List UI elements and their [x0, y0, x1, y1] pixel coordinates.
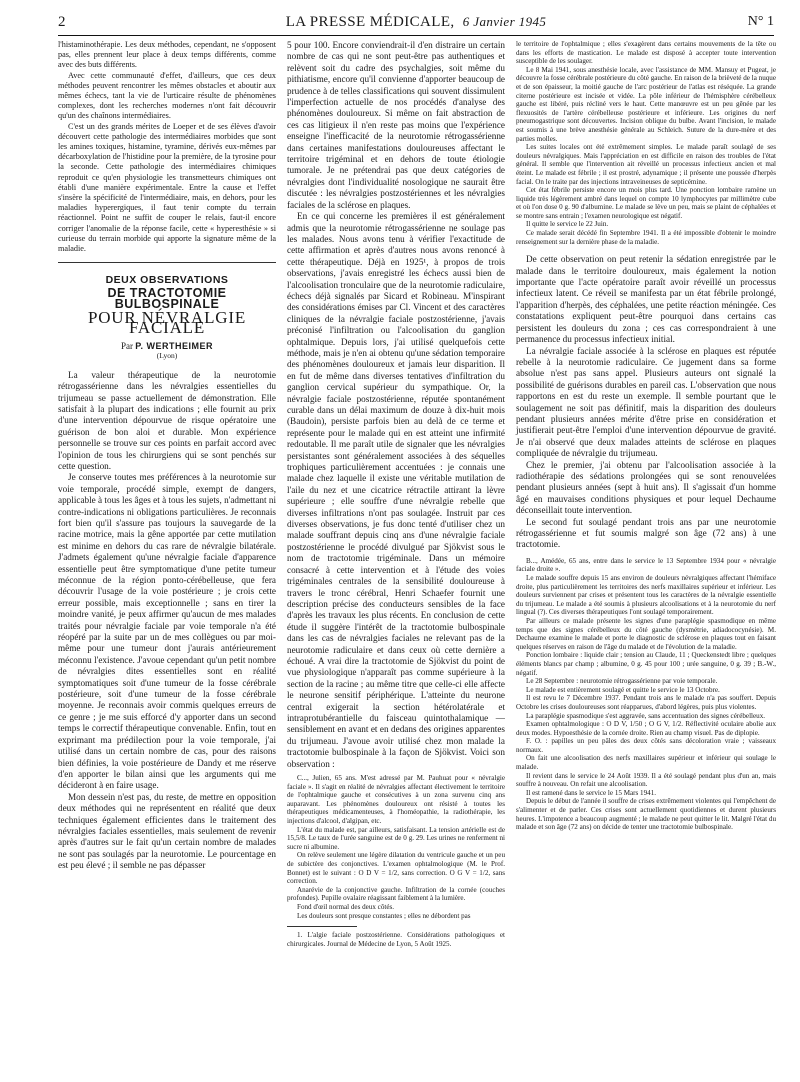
paragraph: C'est un des grands mérites de Loeper et de ses élèves d'avoir découvert cette pathologie des intermédiaires morbides que sont les amines toxiques, histamine, tyramine, dérivés eux-mêmes par décarboxylation de l'histidine pour la première, de la tyrosine pour la seconde. Cette pathologie des intermédiaires chimiques reproduit ce qu'en physiologie les transmetteurs chimiques ont établi d'une manière expérimentale. Entre la cause et l'effet s'insère la spécificité de l'intermédiaire, mais, en dehors, pour les maladies hyperergiques, il faut tenir compte du terrain réactionnel. Point ne suffit de couper le relais, faut-il encore corriger l'anomalie de la réponse facile, cette « hyperesthésie » si curieuse du terrain morbide qui apporte la signature même de la maladie. [58, 121, 276, 254]
column-1 [58, 40, 276, 872]
column-2 [287, 40, 505, 948]
article-title-line1: DE TRACTOTOMIE BULBOSPINALE [107, 286, 227, 311]
paragraph: Mon dessein n'est pas, du reste, de mettre en opposition deux méthodes qui ne représentent en réalité que deux techniques également efficientes dans le traitement des névralgies faciales essentielles, mais seulement de revenir après d'autres sur le fait qu'un certain nombre de malades ne sont pas soulagés par la neurotomie. Le pourcentage en est peu élevé ; il semble ne pas dépasser [58, 791, 276, 871]
paragraph: Avec cette communauté d'effet, d'ailleurs, que ces deux méthodes peuvent rencontrer les mêmes obstacles et aboutir aux mêmes échecs, tant la vie de l'urticaire résulte de phénomènes complexes, dont les recherches modernes n'ont fait découvrir qu'un des chaînons intermédiaires. [58, 70, 276, 121]
observation-paragraph: Ponction lombaire : liquide clair ; tension au Claude, 11 ; Queckenstedt libre ; quelques éléments blancs par champ ; albumine, 0 g. 45 pour 100 ; urée sanguine, 0 g. 39 ; B.-W., négatif. [516, 651, 776, 677]
observation-paragraph: F. O. : papilles un peu pâles des deux côtés sans décoloration vraie ; vaisseaux normaux. [516, 737, 776, 754]
page-number: 2 [58, 14, 66, 30]
observation-paragraph: Il revient dans le service le 24 Août 1939. Il a été soulagé pendant plus d'un an, mais souffre à nouveau. On refait une alcoolisation. [516, 771, 776, 789]
observation-paragraph: Cet état fébrile persiste encore un mois plus tard. Une ponction lombaire ramène un liquide très légèrement ambré dans lequel on compte 10 lymphocytes par millimètre cube et où l'on dose 0 g. 90 d'albumine. Le malade se lève un peu, mais se plaint de céphalées et se montre sans entrain ; l'examen neurologique est négatif. [516, 186, 776, 220]
column-3 [516, 40, 776, 832]
observation-paragraph: C..., Julien, 65 ans. M'est adressé par M. Pauhuat pour « névralgie faciale ». Il s'agit en réalité de névralgies affectant électivement le territoire de l'ophtalmique gauche et consécutives à un zona survenu cinq ans auparavant. Les phénomènes douloureux ont résisté à toutes les thérapeutiques médicamenteuses, à l'homéopathie, la radiothérapie, les injections d'alcool, d'algipan, etc. [287, 774, 505, 825]
observation-paragraph: Il est ramené dans le service le 15 Mars 1941. [526, 788, 657, 797]
author-city: (Lyon) [156, 351, 178, 361]
author-prefix: Par [120, 341, 133, 352]
paragraph: En ce qui concerne les premières il est généralement admis que la neurotomie rétrogassérienne ne soulage pas les malades. Nous avons tenu à vérifier l'exactitude de cette affirmation et après d'autres nous avons renoncé à cette thérapeutique. Déjà en 1925¹, à propos de trois observations, j'avais enregistré les échecs aussi bien de l'alcoolisation tronculaire que de la neurotomie radiculaire, échecs déjà signalés par Sicard et Robineau. M'inspirant des considérations émises par Cl. Vincent et des caractères cliniques de la névralgie faciale postzostérienne, j'avais préconisé l'infiltration ou l'alcoolisation du ganglion ophtalmique. Depuis lors, j'ai utilisé quelquefois cette méthode, mais je n'en ai obtenu qu'une sédation temporaire des phénomènes douloureux et jamais leur disparition. Il en fut de même dans diverses tentatives d'infiltration du ganglion cervical supérieur du sympathique. Or, la névralgie faciale postzostérienne, réputée spontanément curable dans un délai maximum de douze à dix-huit mois (Baudoin), persiste parfois bien au delà de ce terme et représente pour le malade qui en est atteint une infirmité redoutable. Il me paraît utile de signaler que les névralgies persistantes sont généralement associées à des séquelles trophiques particulièrement accentuées : je connais une malade chez laquelle il existe une véritable mutilation de l'aile du nez et une cicatrice rétractile attirant la lèvre supérieure ; elle souffre d'une névralgie rebelle que diverses infiltrations n'ont pas soulagée. Instruit par ces diverses observations, je fus donc tenté d'utiliser chez un malade souffrant depuis cinq ans d'une névralgie faciale postzostérienne le procédé divulgué par Sjökvist sous le nom de tractotomie trigéminale. Dans un mémoire consacré à cette intervention et à l'étude des voies trigéminales centrales de la sensibilité douloureuse à travers le tronc cérébral, Henri Schaefer fournit une description précise des conducteurs sensibles de la face d'après les travaux les plus récents. En conclusion de cette étude il suggère l'intérêt de la tractotomie bulbospinale dans les cas de névralgies faciales ne relevant pas de la neurotomie radiculaire et dans ceux où cette dernière a échoué. A vrai dire la tractotomie de Sjökvist du point de vue physiologique n'apparaît pas comme supérieure à la section de la racine ; au même titre que celle-ci elle affecte le neurone sensitif périphérique. L'atteinte du neurone central exigerait la section hétérolatérale et intraprotubérantielle du faisceau quintothalamique — sensiblement en avant et en dedans des origines apparentes du trijumeau. J'avoue avoir utilisé chez mon malade la tractotomie bulbospinale à la façon de Sjökvist. Voici son observation : [287, 211, 505, 769]
article-title-line2: POUR NÉVRALGIE FACIALE [87, 307, 247, 338]
observation-paragraph: Ce malade serait décédé fin Septembre 1941. Il a été impossible d'obtenir le moindre renseignement sur la dernière phase de la maladie. [516, 229, 776, 246]
footnote-rule [287, 926, 357, 927]
paragraph: Le second fut soulagé pendant trois ans par une neurotomie rétrogassérienne et fut soumis malgré son âge (72 ans) à une tractotomie. [516, 516, 776, 550]
observation-paragraph: Les douleurs sont presque constantes ; elles ne débordent pas [297, 911, 471, 920]
paragraph: 5 pour 100. Encore conviendrait-il d'en distraire un certain nombre de cas qui ne sont peut-être pas authentiques et relèvent soit du cadre des psychalgies, soit même du pithiatisme, encore qu'il convienne d'apporter beaucoup de prudence à de telles classifications qui souvent dissimulent l'imperfection actuelle de nos procédés d'analyse des phénomènes douloureux. Si même on fait abstraction de ces cas litigieux il n'en reste pas moins que l'expérience enseigne l'inefficacité de la neurotomie rétrogassérienne dans certaines manifestations douloureuses affectant le territoire trigéminal et en dehors de toute étiologie tumorale. Je ne prétendrai pas que deux catégories de névralgies dont l'individualité nosologique ne saurait être discutée : les névralgies postzostériennes et les névralgies faciales de la sclérose en plaques. [287, 40, 505, 210]
paragraph: La valeur thérapeutique de la neurotomie rétrogassérienne dans les névralgies essentielles du trijumeau se passe actuellement de démonstration. Elle satisfait à la plupart des indications ; elle fournit au prix d'une intervention dépourvue de risque opératoire une guérison de bon aloi et durable. Mon expérience personnelle se trouve sur ces points en parfait accord avec l'opinion de tous les chirurgiens qui se sont penchés sur cette question. [58, 369, 276, 471]
article-separator [58, 262, 276, 263]
observation-paragraph: La paraplégie spasmodique s'est aggravée, sans accentuation des signes cérébelleux. [526, 711, 766, 720]
observation-paragraph: Anarévie de la conjonctive gauche. Infiltration de la cornée (couches profondes). Pupille ovalaire réagissant faiblement à la lumière. [287, 885, 505, 903]
paragraph: De cette observation on peut retenir la sédation enregistrée par le malade dans le territoire douloureux, mais également la notion importante que l'acte opératoire paraît avoir réveillé un processus infectieux latent. Ce réveil se manifesta par un état fébrile prolongé, l'apparition d'herpès, des céphalées, une petite réaction méningée. Ces constatations expliquent peut-être pourquoi dans certains cas persistent les douleurs du zona ; ces cas correspondraient à une permanence du processus infectieux initial. [516, 254, 776, 345]
issue-date: 6 Janvier 1945 [462, 14, 547, 29]
issue-number: N° 1 [747, 14, 774, 29]
article-heading [58, 275, 276, 361]
observation-paragraph: Examen ophtalmologique : O D V, 1/50 ; O G V, 1/2. Réflectivité oculaire abolie aux deux modes. Hypoesthésie de la cornée droite. Rien au champ visuel. Pas de diplopie. [516, 720, 776, 737]
observation-paragraph: Il quitte le service le 22 Juin. [526, 220, 609, 229]
observation-paragraph: Fond d'œil normal des deux côtés. [297, 902, 395, 911]
paragraph: Chez le premier, j'ai obtenu par l'alcoolisation associée à la radiothérapie des sédations prolongées qui se sont renouvelées pendant plusieurs années (sept à huit ans). Il s'agissait d'un homme âgé en mauvaises conditions physiques et pour lequel Dechaume déconseillait toute intervention. [516, 459, 776, 516]
observation-paragraph: Le 28 Septembre : neurotomie rétrogassérienne par voie temporale. [526, 677, 718, 686]
observation-paragraph: Les suites locales ont été extrêmement simples. Le malade paraît soulagé de ses douleurs névralgiques. Mais l'appréciation en est difficile en raison des troubles de l'état général. Il semble que l'intervention ait réveillé un processus infectieux ancien et mal éteint. Le malade est fébrile ; il est prostré, adynamique ; il présente une poussée d'herpès facial. On le traite par des injections intraveineuses de septicémine. [516, 143, 776, 186]
journal-title [58, 14, 774, 31]
paragraph: Je conserve toutes mes préférences à la neurotomie sur voie temporale, procédé simple, exempt de dangers, applicable à tous les âges et à tous les sujets, n'admettant ni contre-indications ni obligations particulières. Je reconnais fort bien qu'il s'assure pas toujours la sauvegarde de la racine motrice, mais la gêne apportée par cette mutilation est minime en dehors du cas rare de névralgie bilatérale. J'admets également qu'une névralgie faciale d'apparence essentielle peut être symptomatique d'une petite tumeur méconnue de la région ponto-cérébelleuse, que fera découvrir l'usage de la voie postérieure ; je crois cette erreur possible, mais exceptionnelle ; sans en tirer la moindre vanité, je peux affirmer qu'aucun de mes malades traités pour névralgie faciale par voie temporale n'a été réopéré par la suite par un de mes collègues ou par moi-même pour une tumeur dont j'aurais antérieurement méconnu l'existence. J'avoue cependant qu'un petit nombre de névralgies dites essentielles sont en réalité symptomatiques soit d'une tumeur de la fosse cérébrale postérieure, soit d'une tumeur de la fosse cérébrale moyenne. Je reconnais avoir commis quelques erreurs de ce genre ; je me suis efforcé d'y apporter dans un second temps le correctif thérapeutique convenable. Enfin, tout en exprimant ma prédilection pour la voie temporale, j'ai utilisé dans un certain nombre de cas, pour des raisons bien définies, la voie postérieure de Dandy et me réserve d'en apporter le bilan ainsi que les arguments qui me décideront à en faire usage. [58, 472, 277, 791]
observation-paragraph: Par ailleurs ce malade présente les signes d'une paraplégie spasmodique en même temps que des signes cérébelleux du côté gauche (dysmétrie, adiadococynésie). M. Dechaume examine le malade et porte le diagnostic de sclérose en plaques tout en faisant quelques réserves en raison de l'âge du malade et de l'évolution de la maladie. [516, 616, 776, 651]
observation-paragraph: le territoire de l'ophtalmique ; elles s'exagèrent dans certains mouvements de la tête ou dans les efforts de mastication. Le malade est disposé à accepter toute intervention susceptible de les soulager. [516, 40, 776, 66]
footnote: 1. L'algie faciale postzostérienne. Considérations pathologiques et chirurgicales. Journal de Médecine de Lyon, 5 Août 1925. [287, 931, 505, 948]
observation-paragraph: Le 8 Mai 1941, sous anesthésie locale, avec l'assistance de MM. Mansuy et Pugeat, je découvre la fosse cérébrale postérieure du côté gauche. En raison de la brièveté de la nuque et de son épaisseur, la moitié gauche de l'arc postérieur de l'atlas est réséquée. La grande citerne postérieure est incisée et vidée. La pôle inférieur de l'hémisphère cérébelleux gauche est libéré, puis récliné vers le haut. Cette manœuvre est un peu gênée par les flexuosités de l'artère cérébelleuse postérieure et inférieure. Les origines du nerf pneumogastrique sont découvertes. Incision oblique du bulbe. Avant l'incision, le malade est soumis à une brève anesthésie générale au Schleich. Suture de la dure-mère et des parties molles. [516, 65, 776, 143]
author-name: P. WERTHEIMER [135, 341, 214, 352]
observation-paragraph: B..., Amédée, 65 ans, entre dans le service le 13 Septembre 1934 pour « névralgie faciale droite ». [516, 556, 776, 574]
observation-paragraph: Depuis le début de l'année il souffre de crises extrêmement violentes qui l'empêchent de s'alimenter et de parler. Ces crises sont actuellement quotidiennes et durent plusieurs heures. L'impotence a beaucoup augmenté ; le malade ne peut quitter le lit. Malgré l'état du malade et son âge (72 ans) on décide de tenter une tractotomie bulbospinale. [516, 797, 776, 832]
article-section: DEUX OBSERVATIONS [105, 274, 229, 287]
author-line [58, 341, 276, 351]
journal-name: LA PRESSE MÉDICALE, [285, 14, 455, 30]
header-rule [58, 35, 774, 36]
running-header [58, 14, 774, 36]
observation-paragraph: Le malade souffre depuis 15 ans environ de douleurs névralgiques affectant l'hémiface droite, plus particulièrement les territoires des nerfs maxillaires supérieur et inférieur. Les douleurs surviennent par crises et présentent tous les caractères de la névralgie essentielle du trijumeau. Le malade a été soumis à plusieurs alcoolisations et à la neurotomie du nerf lingual (?). Ces diverses thérapeutiques l'ont soulagé temporairement. [516, 574, 776, 617]
paragraph: l'histaminothérapie. Les deux méthodes, cependant, ne s'opposent pas, elles prennent leur place à deux temps différents, comme avec des buts différents. [58, 40, 276, 70]
observation-paragraph: On relève seulement une légère dilatation du ventricule gauche et un peu de subictère des conjonctives. L'examen ophtalmologique (M. le Prof. Bonnet) est le suivant : O D V = 1/2, sans correction. O G V = 1/2, sans correction. [287, 851, 505, 886]
observation-paragraph: On fait une alcoolisation des nerfs maxillaires supérieur et inférieur qui soulage le malade. [516, 754, 776, 772]
observation-paragraph: Le malade est entièrement soulagé et quitte le service le 13 Octobre. [526, 685, 720, 694]
observation-paragraph: L'état du malade est, par ailleurs, satisfaisant. La tension artérielle est de 15,5/8. Le taux de l'urée sanguine est de 0 g. 29. Les urines ne renferment ni sucre ni albumine. [287, 825, 505, 851]
observation-paragraph: Il est revu le 7 Décembre 1937. Pendant trois ans le malade n'a pas souffert. Depuis Octobre les crises douloureuses sont réapparues, d'abord légères, puis plus violentes. [516, 694, 776, 711]
paragraph: La névralgie faciale associée à la sclérose en plaques est réputée rebelle à la neurotomie radiculaire. Ce jugement dans sa forme absolue n'est pas sans appel. Plusieurs auteurs ont signalé la possibilité de guérisons durables en pareil cas. L'observation que nous rapportons en est du reste un exemple. Il semble pourtant que le soulagement ne soit pas définitif, mais la disparition des douleurs pendant plusieurs années mérite d'être prise en considération et justifierait peut-être l'emploi d'une intervention dépourvue de gravité. Je n'ai observé que deux malades atteints de sclérose en plaques compliquée de névralgie du trijumeau. [516, 345, 776, 459]
